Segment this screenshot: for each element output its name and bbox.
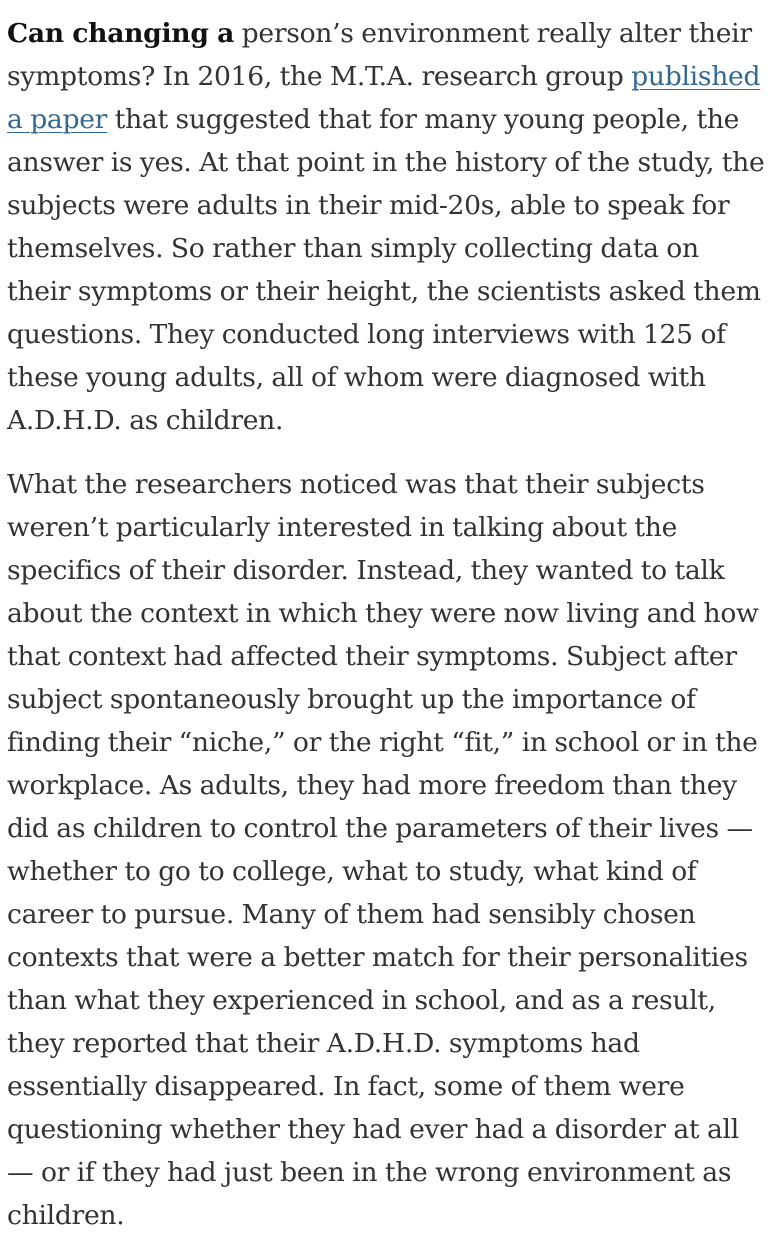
paragraph-text-before-link: person’s environment really alter their symptoms? In 2016, the M.T.A. research group xyxy=(7,18,752,92)
article-paragraph-1 xyxy=(7,12,769,442)
paragraph-lead-in: Can changing a xyxy=(7,18,235,49)
article-body xyxy=(7,12,769,1237)
published-paper-link[interactable]: published a paper xyxy=(7,61,761,135)
paragraph-text-after-link: that suggested that for many young people, the answer is yes. At that point in the history of the study, the subjects were adults in their mid-20s, able to speak for themselves. So rather than simply collecting data on their symptoms or their height, the scientists asked them questions. They conducted long interviews with 125 of these young adults, all of whom were diagnosed with A.D.H.D. as children. xyxy=(7,104,765,436)
article-paragraph-2: What the researchers noticed was that their subjects weren’t particularly interested in talking about the specifics of their disorder. Instead, they wanted to talk about the context in which they were now living and how that context had affected their symptoms. Subject after subject spontaneously brought up the importance of finding their “niche,” or the right “fit,” in school or in the workplace. As adults, they had more freedom than they did as children to control the parameters of their lives — whether to go to college, what to study, what kind of career to pursue. Many of them had sensibly chosen contexts that were a better match for their personalities than what they experienced in school, and as a result, they reported that their A.D.H.D. symptoms had essentially disappeared. In fact, some of them were questioning whether they had ever had a disorder at all — or if they had just been in the wrong environment as children. xyxy=(7,469,759,1231)
